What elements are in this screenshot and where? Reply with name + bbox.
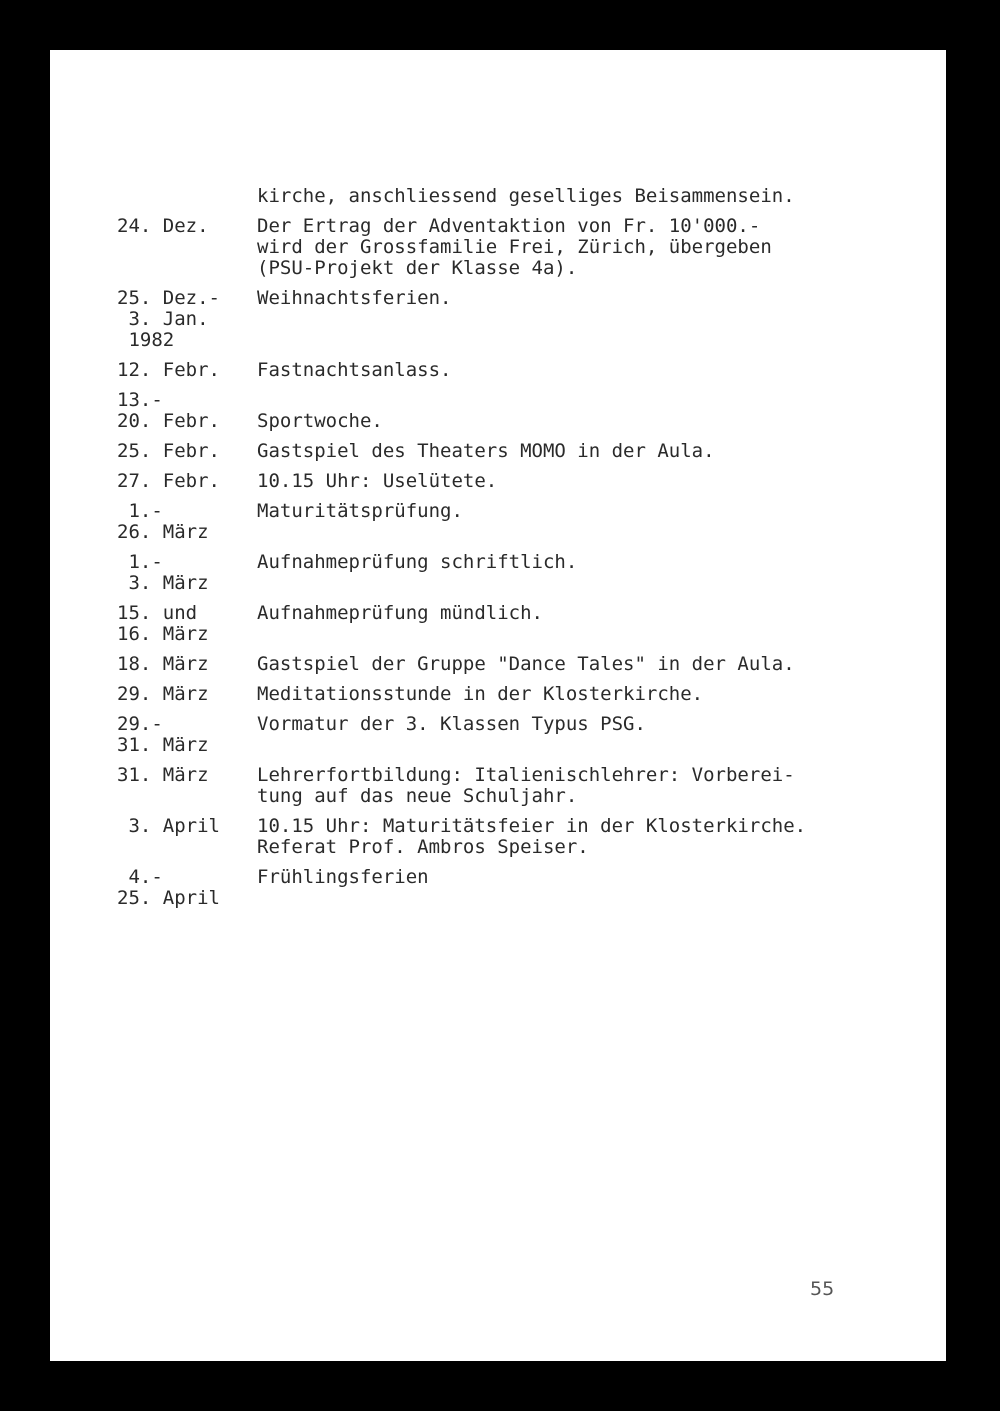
list-item: [117, 471, 927, 492]
entry-date: 15. und 16. März: [117, 602, 209, 645]
entry-date: [117, 186, 257, 207]
list-item: [117, 867, 927, 909]
list-item: [117, 714, 927, 756]
list-item: [117, 390, 927, 432]
entry-text: Weihnachtsferien.: [257, 287, 452, 309]
list-item: [117, 552, 927, 594]
entry-text: Gastspiel des Theaters MOMO in der Aula.: [257, 440, 715, 462]
entry-date: 27. Febr.: [117, 470, 220, 492]
entry-text: Sportwoche.: [257, 410, 383, 432]
list-item: [117, 603, 927, 645]
event-list: [117, 186, 927, 918]
entry-date: 18. März: [117, 653, 209, 675]
list-item: [117, 441, 927, 462]
list-item: [117, 765, 927, 807]
list-item: [117, 216, 927, 279]
entry-text: 10.15 Uhr: Uselütete.: [257, 470, 498, 492]
document-page: [50, 50, 946, 1361]
entry-text: Fastnachtsanlass.: [257, 359, 452, 381]
entry-text: Frühlingsferien: [257, 866, 429, 888]
entry-date: 24. Dez.: [117, 215, 209, 237]
entry-date: 25. Dez.- 3. Jan. 1982: [117, 287, 220, 351]
entry-text: Der Ertrag der Adventaktion von Fr. 10'000.- wird der Grossfamilie Frei, Zürich, übergeben (PSU-Projekt der Klasse 4a).: [257, 215, 772, 279]
list-item: [117, 501, 927, 543]
entry-date: 12. Febr.: [117, 359, 220, 381]
list-item: [117, 288, 927, 351]
entry-date: 4.- 25. April: [117, 866, 220, 909]
entry-text: Aufnahmeprüfung mündlich.: [257, 602, 543, 624]
entry-text: Lehrerfortbildung: Italienischlehrer: Vorberei- tung auf das neue Schuljahr.: [257, 764, 795, 807]
entry-text: Vormatur der 3. Klassen Typus PSG.: [257, 713, 646, 735]
entry-text: Gastspiel der Gruppe "Dance Tales" in der Aula.: [257, 653, 795, 675]
entry-date: 1.- 26. März: [117, 500, 209, 543]
entry-date: 13.- 20. Febr.: [117, 389, 220, 432]
entry-text: Maturitätsprüfung.: [257, 500, 463, 522]
entry-date: 25. Febr.: [117, 440, 220, 462]
page-number: 55: [810, 1278, 835, 1300]
entry-date: 3. April: [117, 815, 220, 837]
list-item: [117, 684, 927, 705]
list-item: [117, 816, 927, 858]
entry-text: 10.15 Uhr: Maturitätsfeier in der Klosterkirche. Referat Prof. Ambros Speiser.: [257, 815, 807, 858]
entry-text: Aufnahmeprüfung schriftlich.: [257, 551, 578, 573]
entry-date: 31. März: [117, 764, 209, 786]
list-item: [117, 654, 927, 675]
entry-date: 29.- 31. März: [117, 713, 209, 756]
list-item: [117, 186, 927, 207]
entry-date: 1.- 3. März: [128, 551, 209, 594]
list-item: [117, 360, 927, 381]
entry-text: kirche, anschliessend geselliges Beisammensein.: [257, 185, 795, 207]
entry-date: 29. März: [117, 683, 209, 705]
entry-text: Meditationsstunde in der Klosterkirche.: [257, 683, 704, 705]
